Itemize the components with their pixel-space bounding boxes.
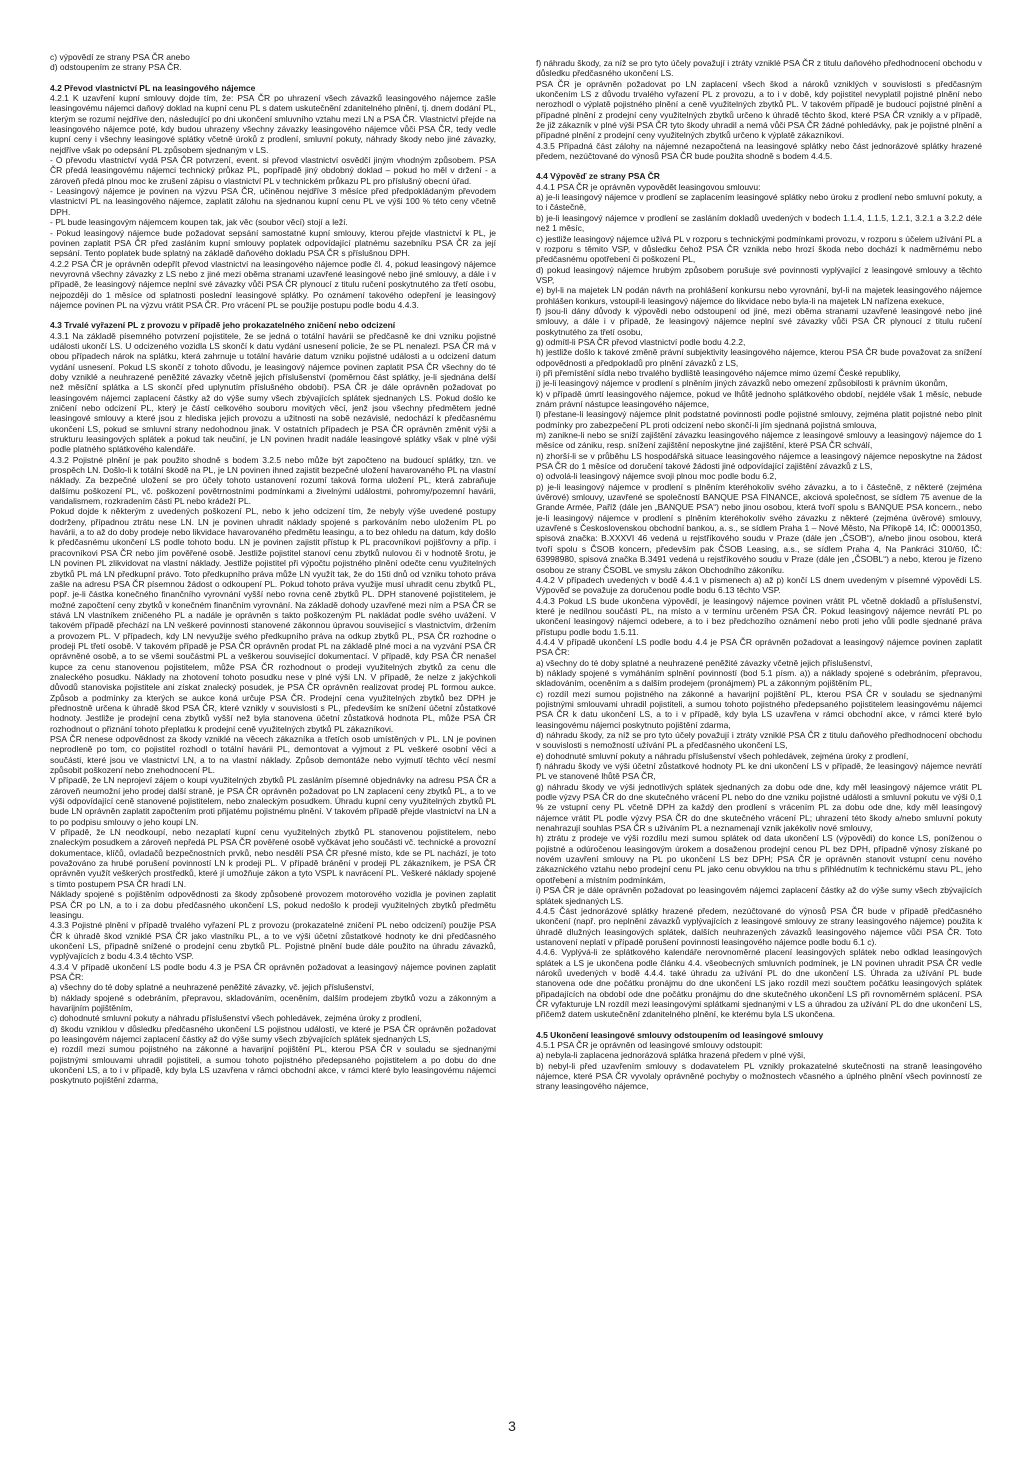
paragraph: - Leasingový nájemce je povinen na výzvu PSA ČR, učiněnou nejdříve 3 měsíce před předpokládaným převodem vlastnictví PL na leasingového nájemce, zaplatit zálohu na sjednanou kupní cenu PL ve výši 100 % této ceny včetně DPH. <box>50 186 496 217</box>
paragraph: 4.2.2 PSA ČR je oprávněn odepřít převod vlastnictví na leasingového nájemce podle čl. 4, pokud leasingový nájemce nevyrovná všechny závazky z LS nebo z jiné mezi oběma stranami uzavřené leasingové nebo jiné smlouvy, a dále i v případě, že leasingový nájemce neplní své závazky vůči PSA ČR plynoucí z titulu ručení poskytnutého za třetí osobu, nejpozději do 1 měsíce od splatnosti poslední leasingové splátky. Po oznámení takového odepření je leasingový nájemce povinen PL na výzvu vrátit PSA ČR. Pro vrácení PL se použije postupu podle bodu 4.4.3. <box>50 258 496 310</box>
paragraph: - Pokud leasingový nájemce bude požadovat sepsání samostatné kupní smlouvy, kterou přejde vlastnictví k PL, je povinen zaplatit PSA ČR před zasláním kupní smlouvy poplatek odpovídající platnému sazebníku PSA ČR za její sepsání. Tento poplatek bude splatný na základě daňového dokladu PSA ČR s příslušnou DPH. <box>50 227 496 259</box>
list-item: o) odvolá-li leasingový nájemce svoji plnou moc podle bodu 6.2, <box>536 471 777 482</box>
list-item: i) při přemístění sídla nebo trvalého bydliště leasingového nájemce mimo území České republiky, <box>536 367 901 378</box>
paragraph: 4.4.5 Část jednorázové splátky hrazené předem, nezúčtované do výnosů PSA ČR bude v případě předčasného ukončení (např. pro neplnění závazků vyplývajících z leasingové smlouvy ze strany leasingového nájemce) použita k úhradě dlužných leasingových splátek, dalších neuhrazených závazků leasingového nájemce vůči PSA ČR. Toto ustanovení neplatí v případě porušení povinnosti leasingového nájemce podle bodu 6.1 c). <box>536 905 982 947</box>
list-item: b) je-li leasingový nájemce v prodlení se zasláním dokladů uvedených v bodech 1.1.4, 1.1.5, 1.2.1, 3.2.1 a 3.2.2 déle než 1 měsíc, <box>536 212 982 234</box>
list-item: c) jestliže leasingový nájemce užívá PL v rozporu s technickými podmínkami provozu, v rozporu s účelem užívání PL a v rozporu s těmito VSP, v důsledku čehož PSA ČR vznikla nebo hrozí škoda nebo dochází k nadměrnému nebo předčasnému opotřebení či poškození PL, <box>536 233 982 265</box>
list-item: e) rozdíl mezi sumou pojistného na zákonné a havarijní pojištění PL, kterou PSA ČR v souladu se sjednanými pojistnými smlouvami uhradil pojistiteli, a sumou tohoto pojistného předepsaného pojistitelem a po dobu do dne ukončení LS, a to i v případě, kdy byla LS uzavřena v rámci obchodní akce, v rámci které bylo leasingovému nájemci poskytnuto pojištění zdarma, <box>50 1044 496 1086</box>
intro-item: c) výpovědí ze strany PSA ČR anebo <box>50 52 190 62</box>
list-item: k) v případě úmrtí leasingového nájemce, pokud ve lhůtě jednoho splátkového období, nejdéle však 1 měsíc, nebude znám právní nástupce leasingového nájemce, <box>536 388 982 409</box>
paragraph: 4.3.4 V případě ukončení LS podle bodu 4.3 je PSA ČR oprávněn požadovat a leasingový nájemce povinen zaplatit PSA ČR: <box>50 961 496 982</box>
list-item: n) zhorší-li se v průběhu LS hospodářská situace leasingového nájemce a leasingový nájemce neposkytne na žádost PSA ČR do 1 měsíce od doručení takové žádosti jiné odpovídající zajištění závazků z LS, <box>536 450 982 472</box>
list-item: j) je-li leasingový nájemce v prodlení s plněním jiných závazků nebo omezení způsobilosti k právním úkonům, <box>536 378 948 389</box>
list-item: g) náhradu škody ve výši jednotlivých splátek sjednaných za dobu ode dne, kdy měl leasingový nájemce vrátit PL podle výzvy PSA ČR do dne skutečného vrácení PL nebo do dne vzniku pojistné události a smluvní pokutu ve výši 0,1 % ze vstupní ceny PL včetně DPH za každý den prodlení s vrácením PL za dobu ode dne, kdy měl leasingový nájemce vrátit PL podle výzvy PSA ČR do dne skutečného vrácení PL; uhrazení této škody a/nebo smluvní pokuty nenahrazují souhlas PSA ČR s užíváním PL a neznamenají vznik jakékoliv nové smlouvy, <box>536 781 982 834</box>
list-item: d) škodu vzniklou v důsledku předčasného ukončení LS pojistnou událostí, ve které je PSA ČR oprávněn požadovat po leasingovém nájemci zaplacení částky až do výše sumy všech zbývajících splátek sjednaných LS, <box>50 1023 496 1044</box>
list-item: a) všechny do té doby splatné a neuhrazené peněžité závazky, vč. jejich příslušenství, <box>50 982 374 993</box>
list-item: m) zanikne-li nebo se sníží zajištění závazku leasingového nájemce z leasingové smlouvy a leasingový nájemce do 1 měsíce od zániku, resp. snížení zajištění neposkytne jiné zajištění, které PSA ČR schválí, <box>536 430 982 451</box>
section-heading-4-5: 4.5 Ukončení leasingové smlouvy odstoupením od leasingové smlouvy <box>536 1029 824 1040</box>
list-item: e) byl-li na majetek LN podán návrh na prohlášení konkursu nebo vyrovnání, byl-li na majetek leasingového nájemce prohlášen konkurs, vstoupil-li leasingový nájemce do likvidace nebo byla-li na majetek LN nařízena exekuce, <box>536 285 982 306</box>
paragraph: 4.3.5 Případná část zálohy na nájemné nezapočtená na leasingové splátky nebo část jednorázové splátky hrazené předem, nezúčtované do výnosů PSA ČR bude použita shodně s bodem 4.4.5. <box>536 140 982 162</box>
list-item: a) nebyla-li zaplacena jednorázová splátka hrazená předem v plné výši, <box>536 1050 806 1061</box>
list-item: p) je-li leasingový nájemce v prodlení s plněním kteréhokoliv svého závazku, a to i částečně, z některé (zejména úvěrové) smlouvy, uzavřené se společností BANQUE PSA FINANCE, akciová společnost, se sídlem 75 avenue de la Grande Armée, Paříž (dále jen „BANQUE PSA“) nebo jinou osobou, která tvoří spolu s BANQUE PSA koncern., nebo je-li leasingový nájemce v prodlení s plněním kteréhokoliv svého závazku z některé (zejména úvěrové) smlouvy, uzavřené s Československou obchodní bankou, a. s., se sídlem Praha 1 – Nové Město, Na Příkopě 14, IČ: 00001350, spisová značka: B.XXXVI 46 vedená u rejstříkového soudu v Praze (dále jen „ČSOB“), a/nebo jinou osobou, která tvoří spolu s ČSOB koncern, především pak ČSOB Leasing, a.s., se sídlem Praha 4, Na Pankráci 310/60, IČ: 63998980, spisová značka B.3491 vedená u rejstříkového soudu v Praze (dále jen „ČSOBL“) a nebo, kterou je řízeno osobou ze strany ČSOBL ve smyslu zákon Obchodního zákoníku. <box>536 481 982 575</box>
paragraph: 4.4.4 V případě ukončení LS podle bodu 4.4 je PSA ČR oprávněn požadovat a leasingový nájemce povinen zaplatit PSA ČR: <box>536 636 982 658</box>
list-item: g) odmítl-li PSA ČR převod vlastnictví podle bodu 4.2.2, <box>536 336 746 347</box>
paragraph: - PL bude leasingovým nájemcem koupen tak, jak věc (soubor věcí) stojí a leží. <box>50 217 348 228</box>
list-item: a) je-li leasingový nájemce v prodlení se zaplacením leasingové splátky nebo úroku z prodlení nebo smluvní pokuty, a to i částečně, <box>536 192 982 213</box>
paragraph: 4.3.2 Pojistné plnění je pak použito shodně s bodem 3.2.5 nebo může být započteno na budoucí splátky, tzn. ve prospěch LN. Došlo-li k totální škodě na PL, je LN povinen ihned zajistit bezpečné uložení havarovaného PL na vlastní náklady. Za bezpečné uložení se pro účely tohoto ustanovení rozumí taková forma uložení PL, která zabraňuje dalšímu poškození PL, vč. poškození povětrnostními podmínkami a živelnými událostmi, pohromy/pozemní havárii, vandalismem, rozkradením části PL nebo krádeží PL. <box>50 454 496 507</box>
list-item: d) pokud leasingový nájemce hrubým způsobem porušuje své povinnosti vyplývající z leasingové smlouvy a těchto VSP, <box>536 264 982 285</box>
list-item: b) náklady spojené s odebráním, přepravou, skladováním, oceněním, dalším prodejem zbytků vozu a zákonným a havarijním pojištěním, <box>50 992 496 1013</box>
left-column <box>50 52 496 1432</box>
paragraph: f) náhradu škody, za níž se pro tyto účely považují i ztráty vzniklé PSA ČR z titulu daňového předhodnocení obchodu v důsledku předčasného ukončení LS. <box>536 58 982 79</box>
paragraph: PSA ČR je oprávněn požadovat po LN zaplacení všech škod a nároků vzniklých v souvislosti s předčasným ukončením LS z důvodu trvalého vyřazení PL z provozu, a to i v době, kdy pojistitel nevyplatil pojistné plnění nebo nerozhodl o výplatě pojistného plnění a ceně využitelných zbytků PL. V takovém případě je budoucí pojistné plnění a případné plnění z prodejní ceny využitelných zbytků určeno k úhradě těchto škod, které PSA ČR vznikly a v případě, že již zákazník v plné výši PSA ČR tyto škody uhradil a nemá vůči PSA ČR žádné pohledávky, pak je pojistné plnění a případné plnění z prodejní ceny využitelných zbytků určeno k výplatě zákazníkovi. <box>536 78 982 141</box>
paragraph: 4.4.3 Pokud LS bude ukončena výpovědí, je leasingový nájemce povinen vrátit PL včetně dokladů a příslušenství, které je nedílnou součástí PL, na místo a v termínu určeném PSA ČR. Pokud leasingový nájemce nevrátí PL po ukončení leasingový nájemci odebere, a to i bez předchozího oznámení nebo proti jeho vůli podle sjednané práva přístupu podle bodu 1.5.11. <box>536 595 982 637</box>
list-item: c) dohodnuté smluvní pokuty a náhradu příslušenství všech pohledávek, zejména úroky z prodlení, <box>50 1013 422 1024</box>
list-item: d) náhradu škody, za níž se pro tyto účely považují i ztráty vzniklé PSA ČR z titulu daňového předhodnocení obchodu v souvislosti s nemožností užívání PL a předčasného ukončení LS, <box>536 730 982 751</box>
list-item: a) všechny do té doby splatné a neuhrazené peněžité závazky včetně jejich příslušenství, <box>536 657 873 668</box>
list-item: i) PSA ČR je dále oprávněn požadovat po leasingovém nájemci zaplacení částky až do výše sumy všech zbývajících splátek sjednaných LS. <box>536 885 982 906</box>
section-heading-4-3: 4.3 Trvalé vyřazení PL z provozu v případě jeho prokazatelného zničení nebo odcizení <box>50 320 396 331</box>
list-item: f) jsou-li dány důvody k výpovědi nebo odstoupení od jiné, mezi oběma stranami uzavřené leasingové nebo jiné smlouvy, a dále i v případě, že leasingový nájemce neplní své závazky vůči PSA ČR plynoucí z titulu ručení poskytnutého za třetí osobu, <box>536 305 982 337</box>
list-item: b) nebyl-li před uzavřením smlouvy s dodavatelem PL vznikly prokazatelné skutečnosti na straně leasingového nájemce, které PSA ČR vyvolaly oprávněné pochyby o možnostech včasného a úplného plnění všech povinností ze strany leasingového nájemce, <box>536 1060 982 1092</box>
paragraph: Náklady spojené s pojištěním odpovědnosti za škody způsobené provozem motorového vozidla je povinen zaplatit PSA ČR po LN, a to i za dobu předčasného ukončení LS, pokud nedošlo k prodeji využitelných zbytků předmětu leasingu. <box>50 889 496 920</box>
list-item: l) přestane-li leasingový nájemce plnit podstatné povinnosti podle pojistné smlouvy, zejména platit pojistné nebo plnit podmínky pro zabezpečení PL proti odcizení nebo skončí-li jím sjednaná pojistná smlouva, <box>536 409 982 430</box>
section-heading-4-2: 4.2 Převod vlastnictví PL na leasingového nájemce <box>50 82 256 93</box>
list-item: f) náhradu škody ve výši účetní zůstatkové hodnoty PL ke dni ukončení LS v případě, že leasingový nájemce nevrátí PL ve stanovené lhůtě PSA ČR, <box>536 761 982 782</box>
paragraph: 4.2.1 K uzavření kupní smlouvy dojde tím, že: PSA ČR po uhrazení všech závazků leasingového nájemce zašle leasingovému nájemci daňový doklad na kupní cenu PL s datem uskutečnění zdanitelného plnění, tj. dnem dodání PL, kterým se rozumí nejdříve den, následující po dni ukončení smluvního vztahu mezi LN a PSA ČR. Vlastnictví přejde na leasingového nájemce poté, kdy budou uhrazeny všechny závazky leasingového nájemce vůči PSA ČR, tedy vedle kupní ceny i všechny leasingové splátky včetně úroků z prodlení, smluvní pokuty, náhrady škody nebo jiné závazky, nejdříve však po odepsání PL způsobem sjednaným v LS. <box>50 93 496 155</box>
paragraph: V případě, že LN neprojeví zájem o koupi využitelných zbytků PL zasláním písemné objednávky na adresu PSA ČR a zároveň neumožní jeho prodej další straně, je PSA ČR oprávněn požadovat po LN zaplacení ceny zbytků PL, a to ve výši odpovídající ceně stanovené pojistitelem, nebo znaleckým posudkem. Úhradu kupní ceny využitelných zbytků PL bude LN oprávněn zaplatit započtením proti přijatému pojistnému plnění. V takovém případě přejde vlastnictví na LN a to po podpisu smlouvy o jeho koupi LN. <box>50 775 496 827</box>
right-column <box>536 58 982 1438</box>
paragraph: 4.5.1 PSA ČR je oprávněn od leasingové smlouvy odstoupit: <box>536 1039 763 1050</box>
list-item: e) dohodnuté smluvní pokuty a náhradu příslušenství všech pohledávek, zejména úroky z prodlení, <box>536 750 909 761</box>
paragraph: 4.4.2 V případech uvedených v bodě 4.4.1 v písmenech a) až p) končí LS dnem uvedeným v písemné výpovědi LS. Výpověď se považuje za doručenou podle bodu 6.13 těchto VSP. <box>536 574 982 596</box>
paragraph: PSA ČR nenese odpovědnost za škody vzniklé na věcech zákazníka a třetích osob umístěných v PL. LN je povinen neprodleně po tom, co pojistitel rozhodl o totální havárii PL, demontovat a vyjmout z PL veškeré osobní věci a součásti, které jsou ve vlastnictví LN, a to na vlastní náklady. Způsob demontáže nebo vyjmutí těchto věcí nesmí způsobit poškození nebo znehodnocení PL. <box>50 734 496 776</box>
paragraph: 4.3.3 Pojistné plnění v případě trvalého vyřazení PL z provozu (prokazatelné zničení PL nebo odcizení) použije PSA ČR k úhradě škod vzniklé PSA ČR jako vlastníku PL, a to ve výši účetní zůstatkové hodnoty ke dni předčasného ukončení LS, případně snížené o prodejní cenu zbytků PL. Pojistné plnění bude dále použito na úhradu závazků, vyplývajících z bodu 4.3.4 těchto VSP. <box>50 920 496 962</box>
paragraph: Pokud dojde k některým z uvedených poškození PL, nebo k jeho odcizení tím, že nebyly výše uvedené postupy dodrženy, případnou ztrátu nese LN. LN je povinen uhradit náklady spojené s parkováním nebo uložením PL po havárii, a to až do doby prodeje nebo likvidace havarovaného předmětu leasingu, a to bez ohledu na datum, kdy došlo k předčasnému ukončení LS podle tohoto bodu. LN je povinen zajistit přístup k PL pracovníkovi pojišťovny a příp. i pracovníkovi PSA ČR nebo jím pověřené osobě. Jestliže pojistitel stanoví cenu zbytků nulovou či v hodnotě šrotu, je LN povinen PL zlikvidovat na vlastní náklady. Jestliže pojistitel při výpočtu pojistného plnění odečte cenu využitelných zbytků PL má LN předkupní právo. Toto předkupního práva může LN využít tak, že do 15ti dnů od vzniku tohoto práva zašle na adresu PSA ČR písemnou žádost o odkoupení PL. Pokud tohoto práva využije musí uhradit cenu zbytků PL, popř. je-li částka konečného finančního vyrovnání vyšší nebo rovna ceně zbytků PL. DPH stanovené pojistitelem, je možné započtení ceny zbytků v konečném finančním vyrovnání. Na základě dohody uzavřené mezi ním a PSA ČR se stává LN vlastníkem zničeného PL a nadále je oprávněn s takto poškozeným PL nakládat podle svého uvážení. V takovém případě přechází na LN veškeré povinnosti stanovené zákonnou úpravou související s vlastnictvím, držením a provozem PL. V případech, kdy LN nevyužije svého předkupního práva na odkup zbytků PL, PSA ČR rozhodne o prodeji PL třetí osobě. V takovém případě je PSA ČR oprávněn prodat PL na základě plné moci a na vyzvání PSA ČR oprávněné osobě, a to se všemi součástmi PL a veškerou související dokumentací. V případě, kdy PSA ČR nenašel kupce za cenu stanovenou pojistitelem, může PSA ČR rozhodnout o prodeji využitelných zbytků za cenu dle znaleckého posudku. Náklady na zhotovení tohoto posudku nese v plné výši LN. V případě, že nelze z jakýchkoli důvodů stanoviska pojistitele ani získat znalecký posudek, je PSA ČR oprávněn realizovat prodej PL formou aukce. Způsob a podmínky za kterých se aukce koná určuje PSA ČR. Prodejní cena využitelných zbytků bez DPH je přednostně určena k úhradě škod PSA ČR, které vznikly v souvislosti s PL, především ke snížení účetní zůstatkové hodnoty. Jestliže je prodejní cena zbytků vyšší než byla stanovena účetní zůstatková hodnota PL, může PSA ČR rozhodnout o přiznání tohoto přeplatku k prodejní ceně využitelných zbytků PL zákazníkovi. <box>50 506 496 734</box>
paragraph: - O převodu vlastnictví vydá PSA ČR potvrzení, event. si převod vlastnictví osvědčí jiným vhodným způsobem. PSA ČR předá leasingovému nájemci technický průkaz PL, popřípadě jiný obdobný doklad – pokud ho měl v držení - a zároveň předá plnou moc ke zrušení zápisu o vlastnictví PL v technickém průkazu PL pro příslušný obecní úřad. <box>50 155 496 186</box>
paragraph: V případě, že LN neodkoupí, nebo nezaplatí kupní cenu využitelných zbytků PL stanovenou pojistitelem, nebo znaleckým posudkem a zároveň nepředá PL PSA ČR pověřené osobě vyčkávat jeho součásti vč. technické a provozní dokumentace, klíčů, ovladačů bezpečnostních prvků, nebo nesdělí PSA ČR přesné místo, kde se PL nachází, je toto považováno za hrubé porušení povinností LN k prodeji PL. V případě bránění v prodeji PL zákazníkem, je PSA ČR oprávněn využít veškerých prostředků, které jí umožňuje zákon a tyto VSPL k navrácení PL. Veškeré náklady spojené s tímto postupem PSA ČR hradí LN. <box>50 827 496 889</box>
list-item: h) ztrátu z prodeje ve výši rozdílu mezi sumou splátek od data ukončení LS (výpovědi) do konce LS, poníženou o pojistné a odúročenou leasingovým úrokem a dosaženou prodejní cenou PL bez DPH, případně výnosy získané po novém uzavření smlouvy na PL po ukončení LS bez DPH; PSA ČR je oprávněn stanovit vstupní cenu nového zákaznického vztahu nebo prodejní cenu PL jako cenu obvyklou na trhu s přihlédnutím k technickému stavu PL, jeho opotřebení a místním podmínkám, <box>536 833 982 885</box>
intro-item: d) odstoupením ze strany PSA ČR. <box>50 62 182 73</box>
page-number: 3 <box>508 1418 516 1434</box>
paragraph: 4.4.1 PSA ČR je oprávněn vypovědět leasingovou smlouvu: <box>536 181 761 192</box>
list-item: c) rozdíl mezi sumou pojistného na zákonné a havarijní pojištění PL, kterou PSA ČR v souladu se sjednanými pojistnými smlouvami uhradil pojistiteli, a sumou tohoto pojistného předepsaného pojistitelem leasingovému nájemci PSA ČR k datu ukončení LS, a to i v případě, kdy byla LS uzavřena v rámci obchodní akce, v rámci které bylo leasingovému nájemci poskytnuto pojištění zdarma, <box>536 688 982 730</box>
list-item: b) náklady spojené s vymáháním splnění povinností (bod 5.1 písm. a)) a náklady spojené s odebráním, přepravou, skladováním, oceněním a s dalším prodejem (pronájmem) PL a zákonným pojištěním PL, <box>536 667 982 689</box>
section-heading-4-4: 4.4 Výpověď ze strany PSA ČR <box>536 171 660 182</box>
paragraph: 4.4.6. Vyplývá-li ze splátkového kalendáře nerovnoměrné placení leasingových splátek nebo odklad leasingových splátek a LS je ukončena podle článku 4.4. všeobecných smluvních podmínek, je LN povinen uhradit PSA ČR vedle nároků uvedených v bodě 4.4.4. také úhradu za užívání PL do dne ukončení LS. Úhrada za užívání PL bude stanovena ode dne počátku pronájmu do dne ukončení LS jako rozdíl mezi součtem počátku leasingových splátek připadajících na období ode dne počátku pronájmu do dne skutečného ukončení LS při rovnoměrném splácení. PSA ČR vyfakturuje LN rozdíl mezi leasingovými splátkami sjednanými v LS a úhradou za užívání PL do dne ukončení LS, přičemž datem uskutečnění zdanitelného plnění, ke kterému byla LS ukončena. <box>536 947 982 1020</box>
list-item: h) jestliže došlo k takové změně právní subjektivity leasingového nájemce, kterou PSA ČR bude považovat za snížení odpovědnosti a předpokladů pro plnění závazků z LS, <box>536 347 982 368</box>
paragraph: 4.3.1 Na základě písemného potvrzení pojistitele, že se jedná o totální havárii se předčasně ke dni vzniku pojistné události ukončí LS. U odcizeného vozidla LS skončí k datu vydání usnesení policie, že se PL nenalezl. PSA ČR má v obou případech nárok na splátku, která zahrnuje u totální havárie datum vzniku pojistné události a u odcizení datum vydání usnesení. Pokud LS skončí z tohoto důvodu, je leasingový nájemce povinen zaplatit PSA ČR všechny do té doby vzniklé a neuhrazené peněžité závazky včetně jejich příslušenství (poměrnou část splátky, je-li sjednána delší než měsíční splátka a LS skončí před uplynutím příslušného období). PSA ČR je dále oprávněn požadovat po leasingovém nájemci zaplacení částky až do výše sumy všech zbývajících splátek sjednaných LS. Pokud došlo ke zničení nebo odcizení PL, který je částí celkového souboru movitých věcí, jenž jsou všechny předmětem jedné leasingové smlouvy a které jsou z hlediska jejich provozu a užitnosti na sobě nezávislé, nedochází k předčasnému ukončení LS, pokud se smluvní strany nedohodnou jinak. V ostatních případech je PSA ČR oprávněn změnit výši a strukturu leasingových splátek a pokud tak neučiní, je LN povinen hradit nadále leasingové splátky však v plné výši podle platného splátkového kalendáře. <box>50 330 496 455</box>
